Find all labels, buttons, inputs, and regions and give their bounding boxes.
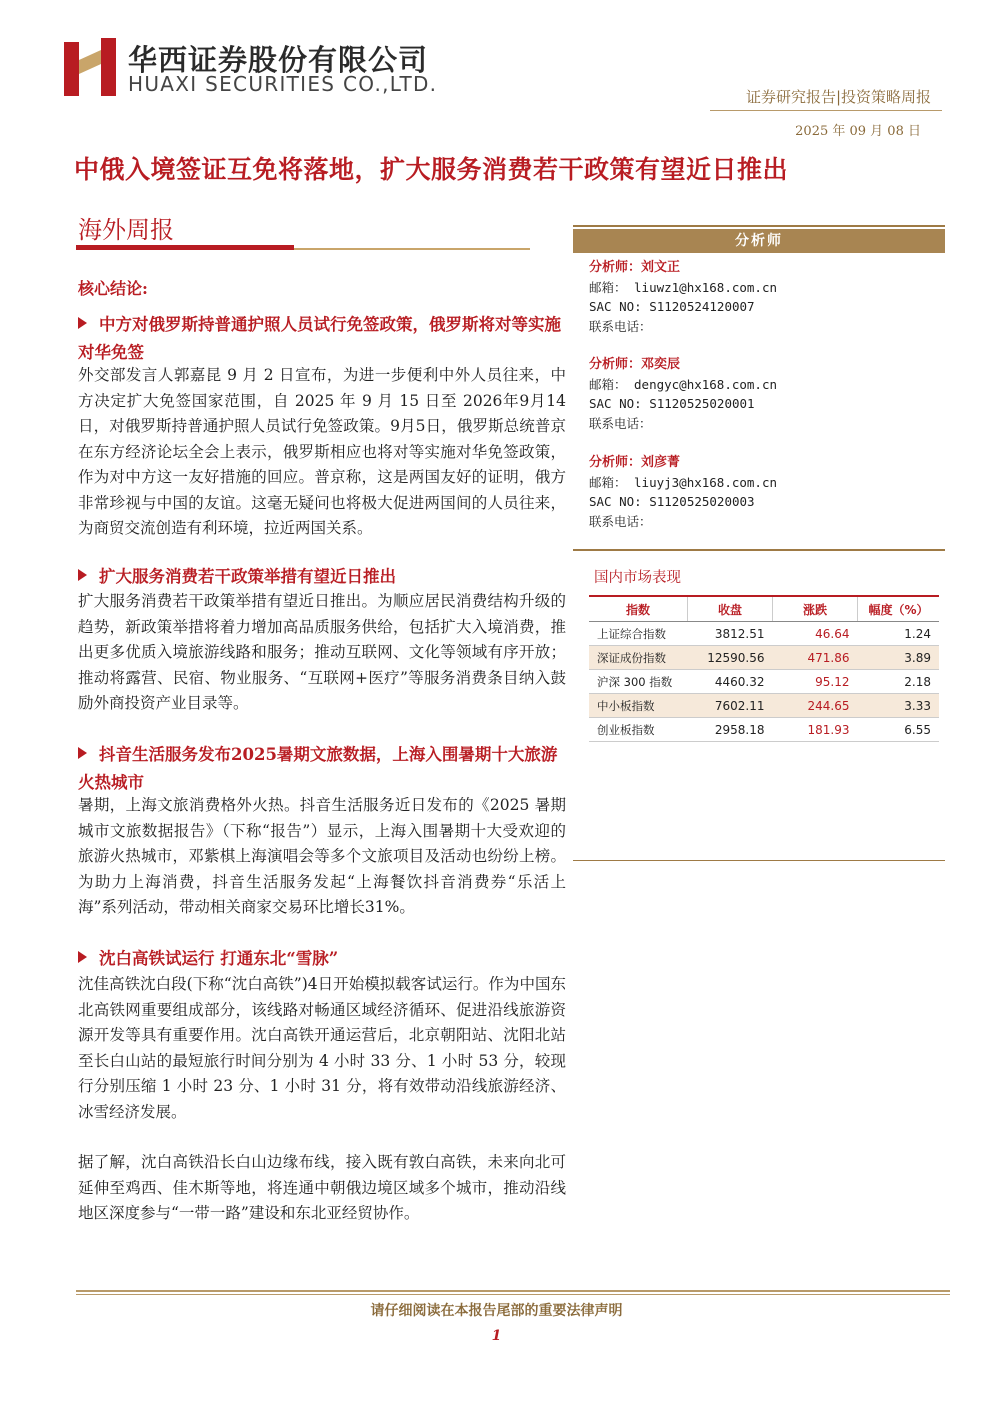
report-type: 证券研究报告|投资策略周报 — [745, 88, 931, 106]
market-table-title: 国内市场表现 — [594, 570, 681, 586]
footer-divider-thin — [76, 1294, 950, 1295]
footer-divider — [76, 1290, 950, 1292]
table-header-row — [589, 596, 939, 622]
triangle-bullet-icon — [78, 317, 87, 329]
triangle-bullet-icon — [78, 951, 87, 963]
headline-2 — [78, 563, 566, 591]
paragraph-4: 沈佳高铁沈白段(下称“沈白高铁”)4日开始模拟载客试运行。作为中国东北高铁网重要组成部分，该线路对畅通区域经济循环、促进沿线旅游资源开发等具有重要作用。沈白高铁开通运营后，北京朝阳站、沈阳北站至长白山站的最短旅行时间分别为 4 小时 33 分、1 小时 53 分，较现行分别压缩 1 小时 23 分、1 小时 31 分，将有效带动沿线旅游经济、冰雪经济发展。 — [78, 975, 566, 1121]
index-name: 中小板指数 — [589, 694, 688, 718]
index-name: 深证成份指数 — [589, 646, 688, 670]
report-title: 中俄入境签证互免将落地，扩大服务消费若干政策有望近日推出 — [74, 155, 789, 184]
analyst-card — [589, 355, 939, 433]
headline-text: 抖音生活服务发布2025暑期文旅数据，上海入围暑期十大旅游火热城市 — [78, 745, 558, 792]
header-divider — [710, 110, 942, 111]
company-name-en: HUAXI SECURITIES CO.,LTD. — [128, 72, 438, 96]
index-change: 95.12 — [773, 670, 858, 694]
headline-text: 扩大服务消费若干政策举措有望近日推出 — [99, 567, 396, 586]
index-pct: 6.55 — [858, 718, 940, 742]
column-header: 幅度（%） — [858, 596, 940, 622]
index-pct: 3.33 — [858, 694, 940, 718]
column-header: 收盘 — [688, 596, 773, 622]
headline-4 — [78, 945, 566, 973]
headline-text: 中方对俄罗斯持普通护照人员试行免签政策，俄罗斯将对等实施对华免签 — [78, 315, 561, 362]
index-change: 471.86 — [773, 646, 858, 670]
report-date: 2025 年 09 月 08 日 — [795, 124, 921, 139]
market-table — [589, 595, 939, 742]
analyst-phone: 联系电话： — [589, 513, 652, 529]
analyst-email[interactable]: 邮箱： liuwz1@hx168.com.cn — [589, 279, 778, 295]
index-name: 沪深 300 指数 — [589, 670, 688, 694]
index-pct: 3.89 — [858, 646, 940, 670]
analyst-header: 分析师 — [573, 229, 945, 253]
analyst-card — [589, 453, 939, 531]
right-column-divider — [573, 860, 945, 861]
table-row — [589, 646, 939, 670]
table-row — [589, 670, 939, 694]
index-change: 244.65 — [773, 694, 858, 718]
index-close: 7602.11 — [688, 694, 773, 718]
headline-3 — [78, 741, 566, 797]
index-change: 181.93 — [773, 718, 858, 742]
section-label: 海外周报 — [78, 216, 174, 244]
table-row — [589, 694, 939, 718]
analyst-name: 分析师：刘文正 — [589, 260, 681, 275]
page-number: 1 — [491, 1328, 502, 1344]
index-pct: 1.24 — [858, 622, 940, 646]
core-conclusion-heading: 核心结论: — [78, 279, 148, 298]
huaxi-logo-icon — [64, 38, 116, 96]
triangle-bullet-icon — [78, 569, 87, 581]
paragraph-2: 扩大服务消费若干政策举措有望近日推出。为顺应居民消费结构升级的趋势，新政策举措将着力增加高品质服务供给，包括扩大入境消费，推出更多优质入境旅游线路和服务；推动互联网、文化等领域有序开放；推动将露营、民宿、物业服务、“互联网+医疗”等服务消费条目纳入鼓励外商投资产业目录等。 — [78, 592, 566, 712]
analyst-phone: 联系电话： — [589, 318, 652, 334]
analyst-name: 分析师：刘彦菁 — [589, 455, 681, 470]
column-header: 指数 — [589, 596, 688, 622]
index-close: 4460.32 — [688, 670, 773, 694]
index-name: 上证综合指数 — [589, 622, 688, 646]
index-change: 46.64 — [773, 622, 858, 646]
headline-text: 沈白高铁试运行 打通东北“雪脉” — [99, 949, 339, 968]
analyst-sac: SAC NO: S1120524120007 — [589, 299, 755, 314]
analyst-sac: SAC NO: S1120525020001 — [589, 396, 755, 411]
analyst-card — [589, 258, 939, 336]
analyst-top-divider — [573, 225, 945, 227]
paragraph-3: 暑期，上海文旅消费格外火热。抖音生活服务近日发布的《2025 暑期城市文旅数据报告》（下称“报告”）显示，上海入围暑期十大受欢迎的旅游火热城市，邓紫棋上海演唱会等多个文旅项目及活动也纷纷上榜。为助力上海消费，抖音生活服务发起“上海餐饮抖音消费券“乐活上海”系列活动，带动相关商家交易环比增长31%。 — [78, 796, 566, 916]
section-divider-gold — [294, 248, 530, 250]
legal-notice: 请仔细阅读在本报告尾部的重要法律声明 — [370, 1303, 623, 1319]
index-name: 创业板指数 — [589, 718, 688, 742]
table-row — [589, 718, 939, 742]
company-name-cn: 华西证券股份有限公司 — [128, 43, 429, 77]
index-close: 2958.18 — [688, 718, 773, 742]
analyst-phone: 联系电话： — [589, 415, 652, 431]
index-close: 12590.56 — [688, 646, 773, 670]
index-close: 3812.51 — [688, 622, 773, 646]
triangle-bullet-icon — [78, 747, 87, 759]
headline-1 — [78, 311, 566, 367]
index-pct: 2.18 — [858, 670, 940, 694]
analyst-email[interactable]: 邮箱： liuyj3@hx168.com.cn — [589, 474, 778, 490]
analyst-bottom-divider — [573, 549, 945, 551]
column-header: 涨跌 — [773, 596, 858, 622]
analyst-sac: SAC NO: S1120525020003 — [589, 494, 755, 509]
section-divider-red — [76, 245, 294, 250]
analyst-name: 分析师：邓奕辰 — [589, 357, 681, 372]
table-row — [589, 622, 939, 646]
analyst-email[interactable]: 邮箱： dengyc@hx168.com.cn — [589, 376, 778, 392]
paragraph-1: 外交部发言人郭嘉昆 9 月 2 日宣布，为进一步便利中外人员往来，中方决定扩大免签国家范围，自 2025 年 9 月 15 日至 2026年9月14日，对俄罗斯持普通护照人员试行免签政策。9月5日，俄罗斯总统普京在东方经济论坛全会上表示，俄罗斯相应也将对等实施对华免签政策，作为对中方这一友好措施的回应。普京称，这是两国友好的证明，俄方非常珍视与中国的友谊。这毫无疑问也将极大促进两国间的人员往来，为商贸交流创造有利环境，拉近两国关系。 — [78, 366, 566, 537]
paragraph-5: 据了解，沈白高铁沿长白山边缘布线，接入既有敦白高铁，未来向北可延伸至鸡西、佳木斯等地，将连通中朝俄边境区域多个城市，推动沿线地区深度参与“一带一路”建设和东北亚经贸协作。 — [78, 1153, 566, 1222]
